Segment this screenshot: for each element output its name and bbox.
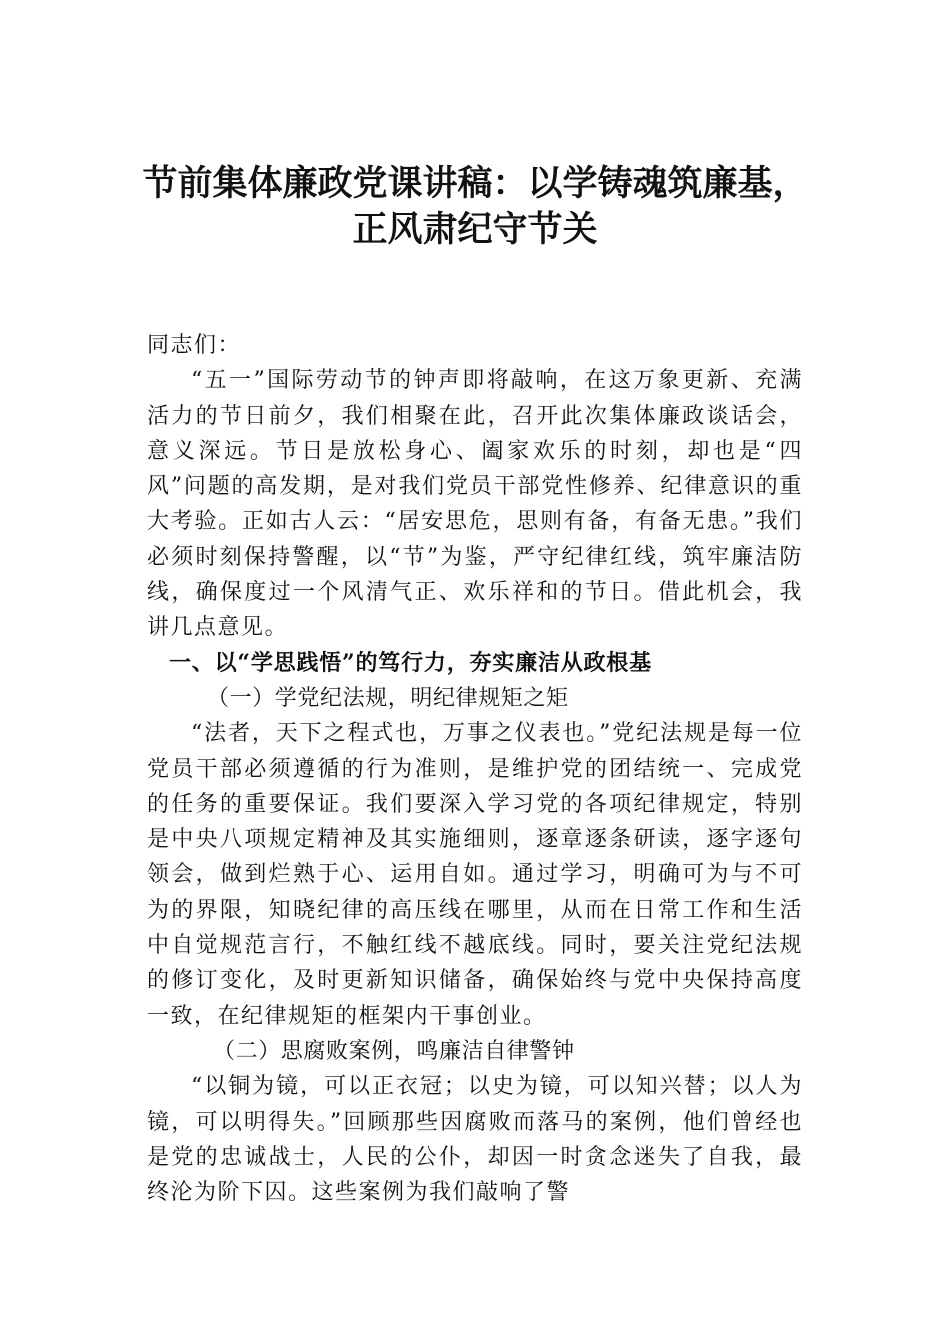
intro-paragraph: “五一”国际劳动节的钟声即将敲响，在这万象更新、充满活力的节日前夕，我们相聚在此，召开此次集体廉政谈话会，意义深远。节日是放松身心、阖家欢乐的时刻，却也是“四风”问题的高发期，是对我们党员干部党性修养、纪律意识的重大考验。正如古人云：“居安思危，思则有备，有备无患。”我们必须时刻保持警醒，以“节”为鉴，严守纪律红线，筑牢廉洁防线，确保度过一个风清气正、欢乐祥和的节日。借此机会，我讲几点意见。 <box>147 368 803 641</box>
document-title-line-1: 节前集体廉政党课讲稿：以学铸魂筑廉基， <box>142 163 808 204</box>
subsection-2-paragraph: “以铜为镜，可以正衣冠；以史为镜，可以知兴替；以人为镜，可以明得失。”回顾那些因腐败而落马的案例，他们曾经也是党的忠诚战士，人民的公仆，却因一时贪念迷失了自我，最终沦为阶下囚。这些案例为我们敲响了警 <box>147 1074 803 1206</box>
subsection-1-heading: （一）学党纪法规，明纪律规矩之矩 <box>207 685 569 711</box>
document-title-line-2: 正风肃纪守节关 <box>352 209 598 250</box>
section-1-heading: 一、以“学思践悟”的笃行力，夯实廉洁从政根基 <box>169 649 652 676</box>
subsection-2-heading: （二）思腐败案例，鸣廉洁自律警钟 <box>213 1038 575 1064</box>
salutation: 同志们： <box>147 333 242 358</box>
subsection-1-paragraph: “法者，天下之程式也，万事之仪表也。”党纪法规是每一位党员干部必须遵循的行为准则，是维护党的团结统一、完成党的任务的重要保证。我们要深入学习党的各项纪律规定，特别是中央八项规定精神及其实施细则，逐章逐条研读，逐字逐句领会，做到烂熟于心、运用自如。通过学习，明确可为与不可为的界限，知晓纪律的高压线在哪里，从而在日常工作和生活中自觉规范言行，不触红线不越底线。同时，要关注党纪法规的修订变化，及时更新知识储备，确保始终与党中央保持高度一致，在纪律规矩的框架内干事创业。 <box>147 721 803 1029</box>
document-body <box>147 328 803 1210</box>
